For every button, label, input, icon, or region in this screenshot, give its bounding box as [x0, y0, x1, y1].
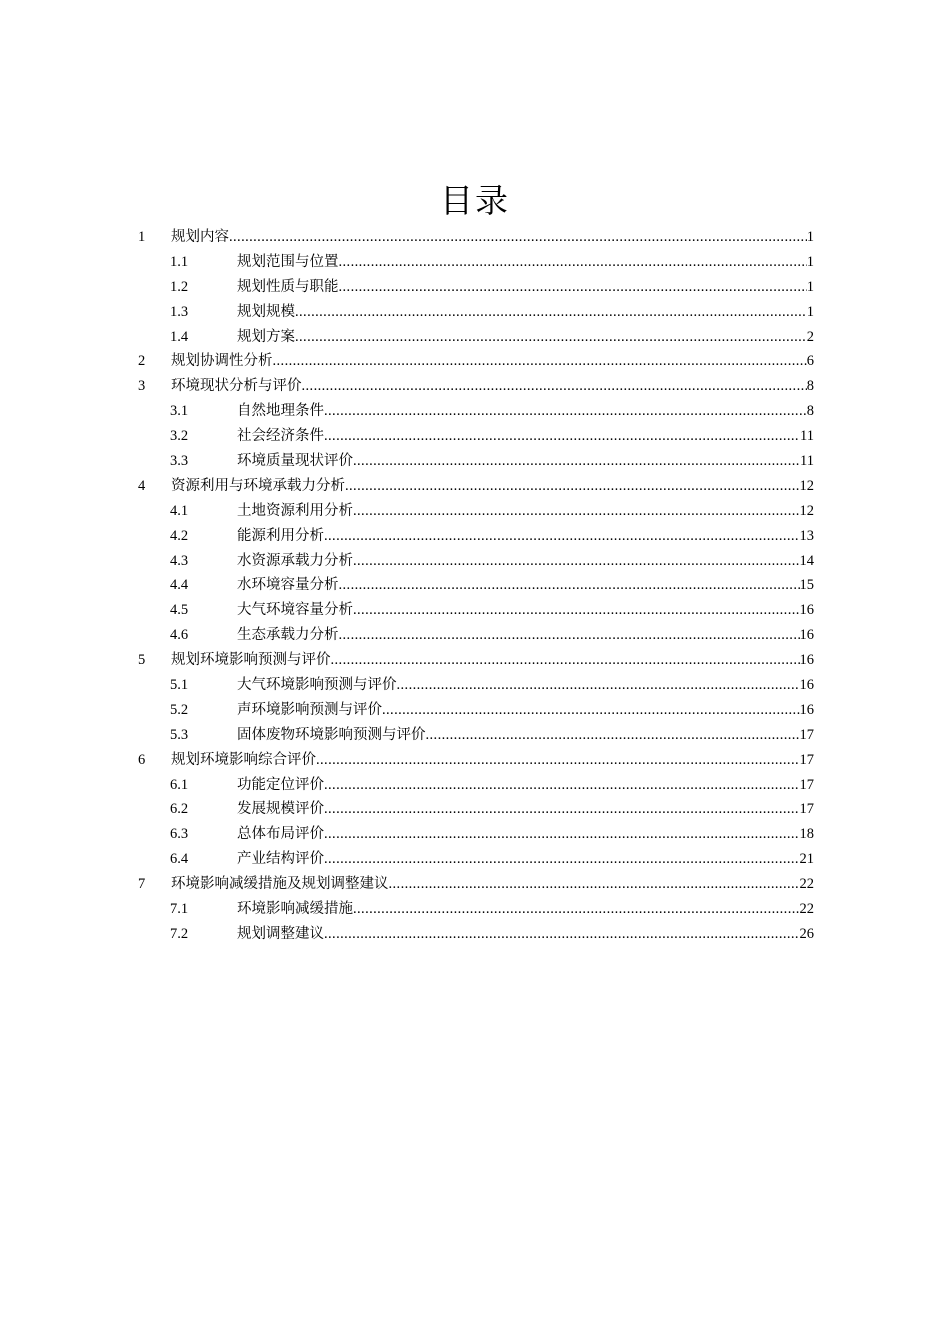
toc-entry-number: 3.2	[170, 428, 189, 445]
toc-entry-label: 固体废物环境影响预测与评价	[237, 726, 426, 743]
toc-entry-page-number: 17	[799, 776, 814, 793]
toc-entry-line	[237, 673, 814, 698]
toc-entry-label: 规划内容	[171, 229, 229, 245]
toc-entry-page-number: 26	[799, 925, 814, 942]
toc-dot-leader	[331, 648, 800, 673]
toc-entry-page-number: 16	[799, 602, 814, 619]
toc-entry[interactable]	[138, 524, 814, 549]
toc-entry-line	[237, 549, 814, 574]
toc-dot-leader	[353, 449, 800, 474]
toc-entry-number: 1.4	[170, 328, 189, 345]
toc-entry-page-number: 1	[806, 229, 814, 245]
toc-dot-leader	[324, 773, 800, 798]
toc-dot-leader	[339, 623, 800, 648]
toc-entry-label: 水资源承载力分析	[237, 552, 353, 569]
toc-entry-label: 社会经济条件	[237, 428, 324, 445]
toc-dot-leader	[324, 399, 807, 424]
toc-dot-leader	[345, 474, 800, 499]
toc-entry-number: 7.2	[170, 925, 189, 942]
toc-entry-page-number: 6	[806, 353, 814, 370]
toc-entry-line	[237, 325, 814, 350]
toc-dot-leader	[339, 250, 807, 275]
toc-entry[interactable]	[138, 374, 814, 399]
toc-entry-label: 大气环境容量分析	[237, 602, 353, 619]
toc-entry-page-number: 16	[799, 677, 814, 694]
toc-entry-label: 规划环境影响预测与评价	[171, 652, 331, 669]
table-of-contents	[138, 225, 814, 947]
toc-entry-page-number: 2	[806, 328, 814, 345]
toc-entry-number: 7	[138, 876, 146, 893]
toc-entry-number: 5	[138, 652, 146, 669]
toc-dot-leader	[324, 847, 800, 872]
toc-entry-label: 规划范围与位置	[237, 253, 339, 270]
toc-entry[interactable]	[138, 549, 814, 574]
toc-dot-leader	[295, 325, 807, 350]
toc-entry[interactable]	[138, 225, 814, 250]
toc-entry-number: 6	[138, 751, 146, 768]
toc-entry-number: 4.1	[170, 502, 189, 519]
toc-entry[interactable]	[138, 349, 814, 374]
toc-dot-leader	[353, 549, 800, 574]
toc-entry-label: 环境影响减缓措施	[237, 901, 353, 918]
toc-dot-leader	[324, 424, 800, 449]
toc-entry-page-number: 12	[799, 502, 814, 519]
toc-entry-label: 生态承载力分析	[237, 627, 339, 644]
toc-entry-page-number: 17	[799, 726, 814, 743]
toc-entry[interactable]	[138, 250, 814, 275]
toc-entry-line	[237, 424, 814, 449]
toc-entry-line	[171, 648, 814, 673]
toc-dot-leader	[397, 673, 800, 698]
toc-dot-leader	[426, 723, 800, 748]
toc-entry-page-number: 16	[799, 627, 814, 644]
toc-entry-page-number: 12	[799, 477, 814, 494]
toc-entry-number: 5.2	[170, 701, 189, 718]
toc-entry-line	[237, 524, 814, 549]
toc-entry-number: 7.1	[170, 901, 189, 918]
toc-dot-leader	[295, 300, 807, 325]
toc-entry-number: 1.2	[170, 278, 189, 295]
toc-entry-number: 4.5	[170, 602, 189, 619]
toc-entry[interactable]	[138, 673, 814, 698]
toc-entry-line	[171, 474, 814, 499]
toc-dot-leader	[324, 797, 800, 822]
toc-entry-line	[237, 698, 814, 723]
toc-entry-page-number: 1	[806, 253, 814, 270]
toc-entry-label: 环境现状分析与评价	[171, 378, 302, 395]
toc-entry[interactable]	[138, 499, 814, 524]
toc-entry[interactable]	[138, 449, 814, 474]
toc-entry-page-number: 15	[799, 577, 814, 594]
toc-entry-number: 5.3	[170, 726, 189, 743]
toc-dot-leader	[353, 499, 800, 524]
toc-entry-number: 5.1	[170, 677, 189, 694]
toc-entry-line	[237, 897, 814, 922]
toc-entry-page-number: 11	[800, 453, 814, 470]
toc-entry-number: 2	[138, 353, 146, 370]
toc-entry-line	[237, 250, 814, 275]
toc-entry-page-number: 13	[799, 527, 814, 544]
toc-entry-number: 4	[138, 477, 146, 494]
toc-entry-line	[237, 623, 814, 648]
toc-entry-line	[237, 922, 814, 947]
toc-entry[interactable]	[138, 748, 814, 773]
toc-entry[interactable]	[138, 773, 814, 798]
toc-entry-page-number: 22	[799, 901, 814, 918]
toc-entry[interactable]	[138, 897, 814, 922]
toc-entry-label: 功能定位评价	[237, 776, 324, 793]
toc-dot-leader	[229, 225, 807, 250]
toc-dot-leader	[324, 822, 800, 847]
toc-entry[interactable]	[138, 325, 814, 350]
toc-entry-number: 1	[138, 229, 146, 245]
toc-dot-leader	[324, 922, 800, 947]
toc-entry-number: 4.3	[170, 552, 189, 569]
toc-entry-line	[237, 598, 814, 623]
toc-entry-label: 能源利用分析	[237, 527, 324, 544]
toc-entry-page-number: 8	[806, 378, 814, 395]
toc-entry-page-number: 16	[799, 701, 814, 718]
toc-dot-leader	[389, 872, 800, 897]
toc-dot-leader	[382, 698, 800, 723]
toc-entry[interactable]	[138, 872, 814, 897]
toc-entry-number: 6.4	[170, 851, 189, 868]
toc-entry-page-number: 18	[799, 826, 814, 843]
toc-entry-line	[171, 225, 814, 250]
toc-entry-number: 4.4	[170, 577, 189, 594]
toc-entry-label: 规划调整建议	[237, 925, 324, 942]
document-title: 目录	[440, 181, 510, 220]
toc-entry-line	[171, 349, 814, 374]
toc-entry-page-number: 16	[799, 652, 814, 669]
toc-entry-label: 规划方案	[237, 328, 295, 345]
toc-entry[interactable]	[138, 723, 814, 748]
toc-entry-line	[237, 723, 814, 748]
toc-entry-label: 声环境影响预测与评价	[237, 701, 382, 718]
toc-entry-label: 规划环境影响综合评价	[171, 751, 316, 768]
toc-entry-line	[171, 374, 814, 399]
toc-entry[interactable]	[138, 573, 814, 598]
toc-dot-leader	[339, 573, 800, 598]
toc-entry-number: 6.2	[170, 801, 189, 818]
toc-entry-line	[237, 847, 814, 872]
toc-dot-leader	[324, 524, 800, 549]
toc-dot-leader	[273, 349, 807, 374]
toc-entry-label: 大气环境影响预测与评价	[237, 677, 397, 694]
toc-entry[interactable]	[138, 847, 814, 872]
toc-entry-line	[237, 300, 814, 325]
toc-entry[interactable]	[138, 424, 814, 449]
toc-entry-page-number: 1	[806, 303, 814, 320]
toc-entry-number: 1.1	[170, 253, 189, 270]
toc-entry-number: 3.1	[170, 403, 189, 420]
toc-entry[interactable]	[138, 300, 814, 325]
toc-entry-line	[171, 748, 814, 773]
toc-entry[interactable]	[138, 648, 814, 673]
toc-entry-line	[237, 449, 814, 474]
toc-entry-label: 发展规模评价	[237, 801, 324, 818]
toc-entry[interactable]	[138, 474, 814, 499]
toc-entry-number: 4.2	[170, 527, 189, 544]
toc-entry-label: 自然地理条件	[237, 403, 324, 420]
toc-entry[interactable]	[138, 822, 814, 847]
toc-entry[interactable]	[138, 922, 814, 947]
toc-entry-line	[237, 773, 814, 798]
toc-entry-label: 环境质量现状评价	[237, 453, 353, 470]
toc-entry-label: 环境影响减缓措施及规划调整建议	[171, 876, 389, 893]
toc-entry-number: 3.3	[170, 453, 189, 470]
toc-dot-leader	[302, 374, 807, 399]
toc-entry-line	[237, 499, 814, 524]
toc-entry-page-number: 1	[806, 278, 814, 295]
toc-entry-page-number: 11	[800, 428, 814, 445]
toc-entry-number: 4.6	[170, 627, 189, 644]
toc-entry-line	[171, 872, 814, 897]
toc-entry-line	[237, 797, 814, 822]
toc-entry-line	[237, 399, 814, 424]
toc-dot-leader	[353, 897, 800, 922]
toc-entry-label: 水环境容量分析	[237, 577, 339, 594]
toc-entry-label: 规划协调性分析	[171, 353, 273, 370]
toc-entry-label: 产业结构评价	[237, 851, 324, 868]
toc-entry-page-number: 17	[799, 801, 814, 818]
toc-entry-label: 资源利用与环境承载力分析	[171, 477, 345, 494]
toc-entry-page-number: 21	[799, 851, 814, 868]
toc-entry[interactable]	[138, 275, 814, 300]
toc-entry-label: 规划性质与职能	[237, 278, 339, 295]
toc-entry-number: 1.3	[170, 303, 189, 320]
toc-entry-label: 土地资源利用分析	[237, 502, 353, 519]
toc-dot-leader	[353, 598, 800, 623]
toc-entry-page-number: 17	[799, 751, 814, 768]
toc-entry-line	[237, 573, 814, 598]
toc-dot-leader	[316, 748, 800, 773]
toc-entry-number: 6.1	[170, 776, 189, 793]
toc-entry[interactable]	[138, 399, 814, 424]
toc-entry[interactable]	[138, 698, 814, 723]
toc-entry-number: 6.3	[170, 826, 189, 843]
toc-entry-line	[237, 822, 814, 847]
toc-entry-label: 规划规模	[237, 303, 295, 320]
toc-entry-page-number: 14	[799, 552, 814, 569]
toc-entry-page-number: 22	[799, 876, 814, 893]
toc-entry-page-number: 8	[806, 403, 814, 420]
toc-entry-line	[237, 275, 814, 300]
toc-entry-number: 3	[138, 378, 146, 395]
toc-dot-leader	[339, 275, 807, 300]
toc-entry[interactable]	[138, 598, 814, 623]
toc-entry-label: 总体布局评价	[237, 826, 324, 843]
toc-entry[interactable]	[138, 623, 814, 648]
toc-entry[interactable]	[138, 797, 814, 822]
